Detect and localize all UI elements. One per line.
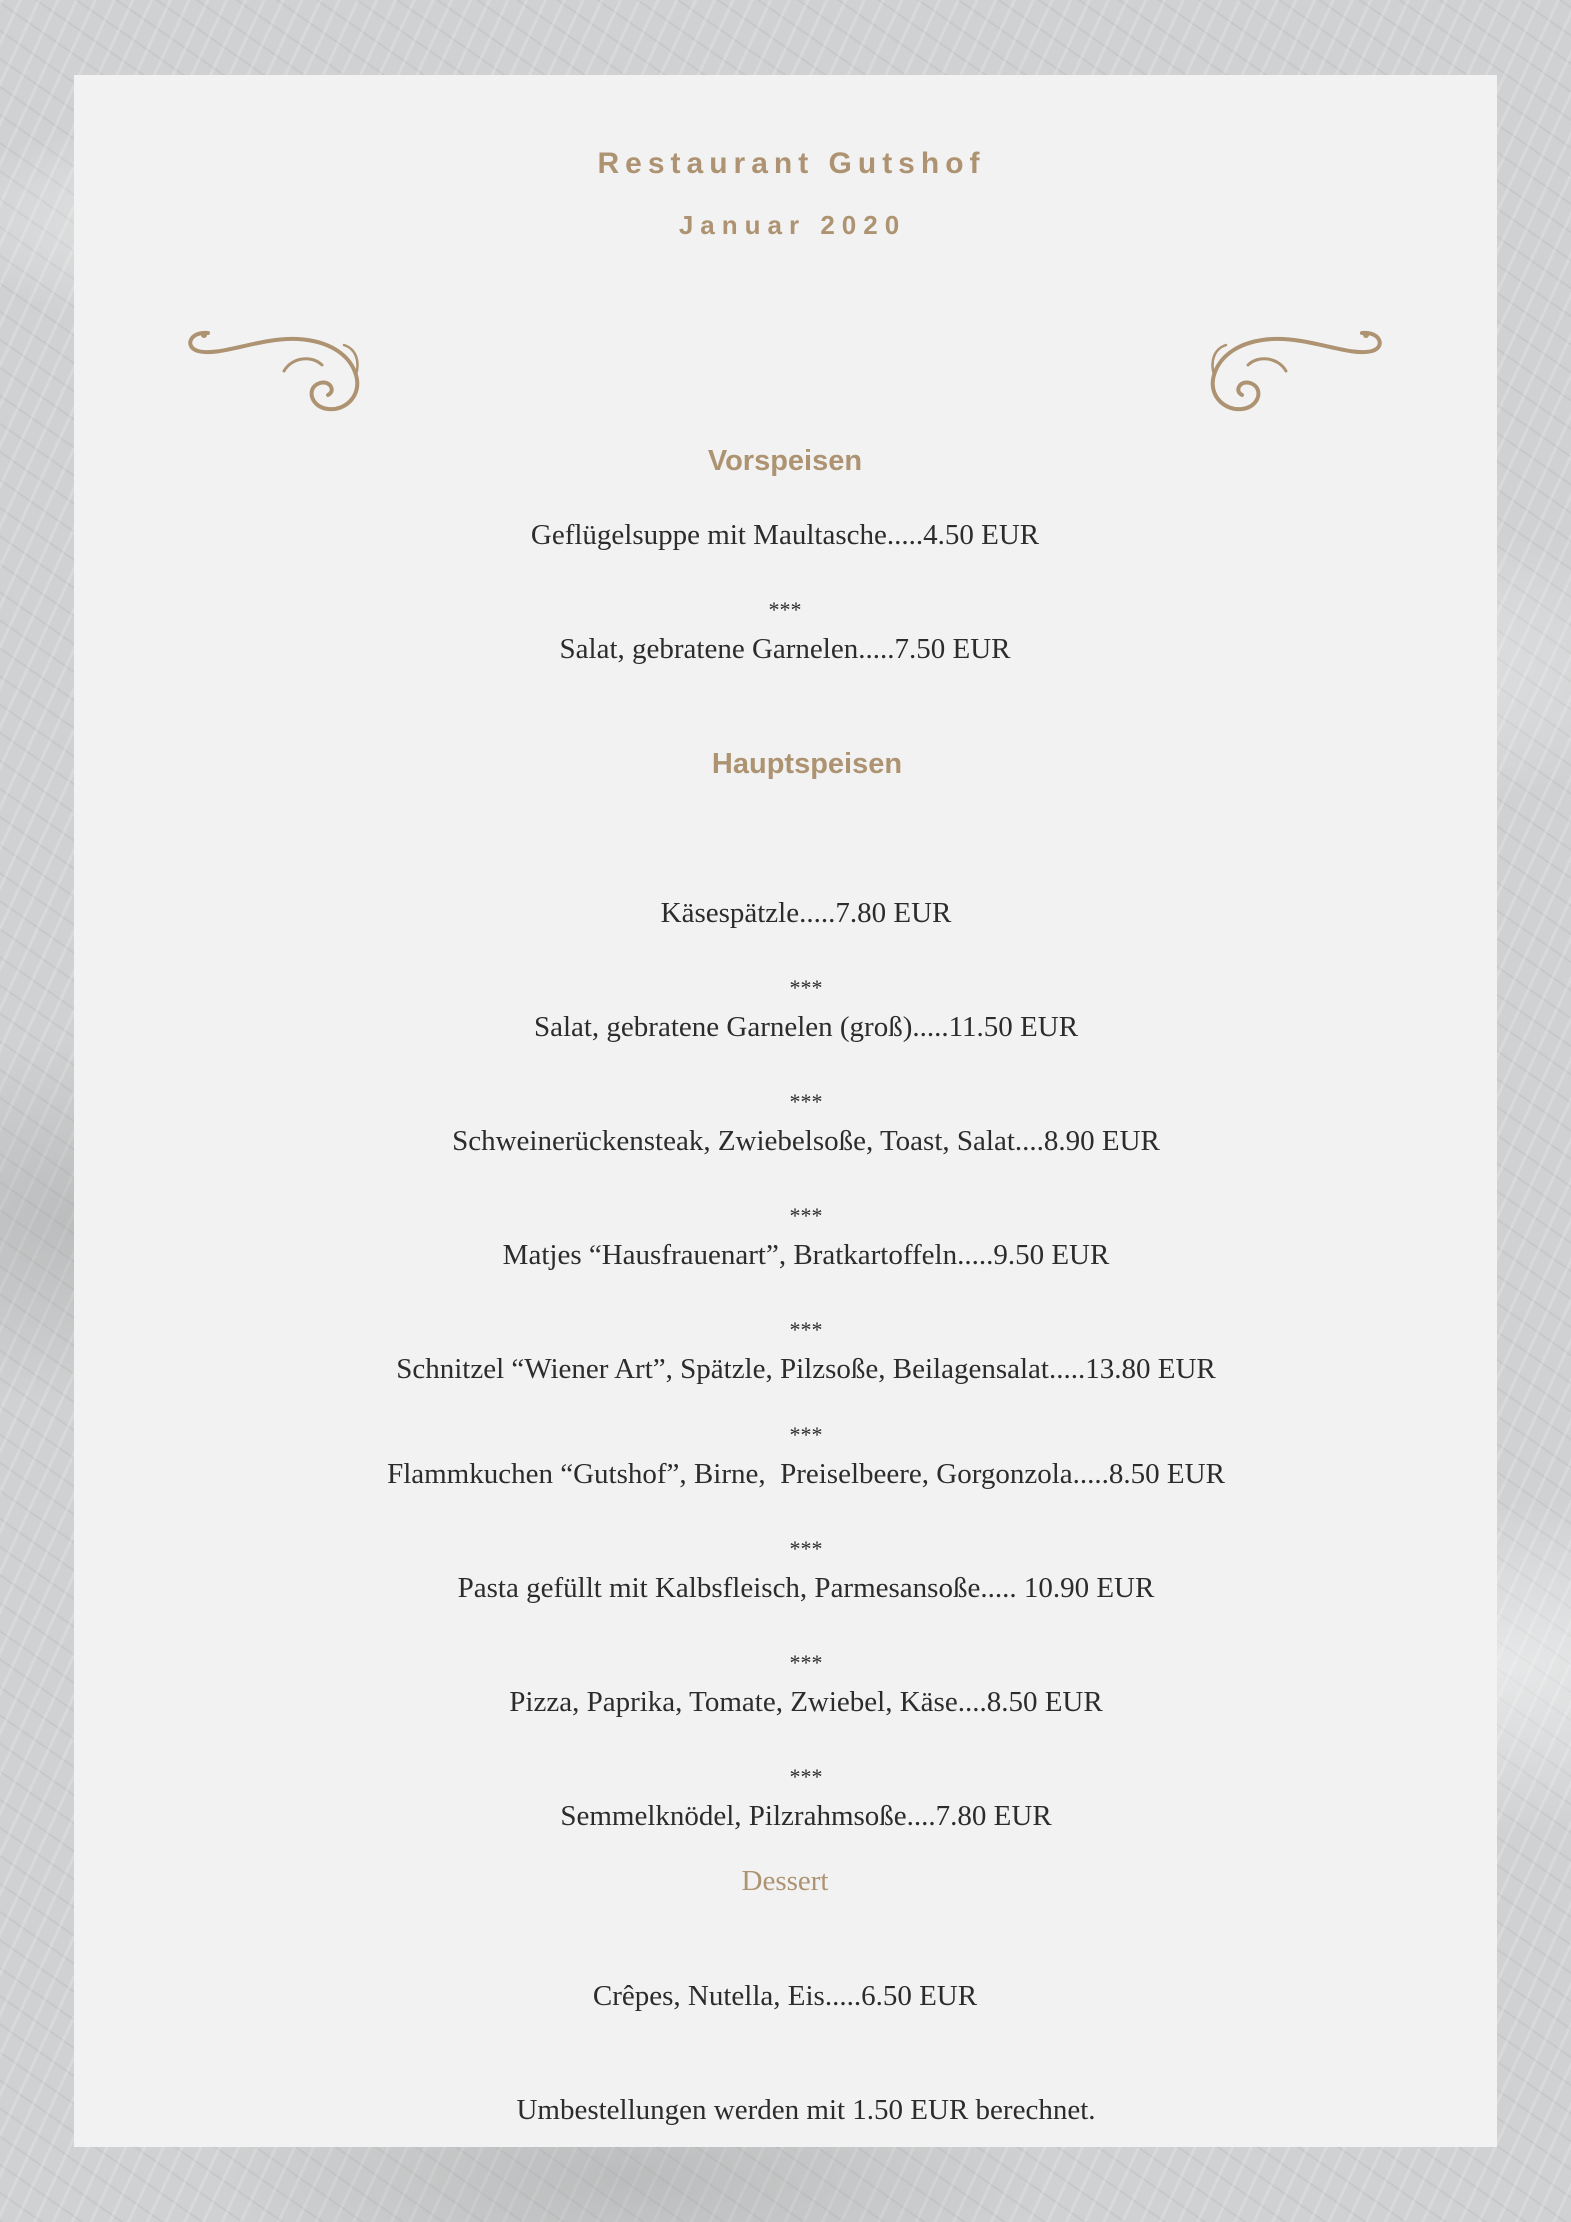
section-heading-starters: Vorspeisen [707,445,863,477]
item-separator: *** [789,1203,823,1228]
menu-page [74,75,1497,2147]
menu-item: Salat, gebratene Garnelen.....7.50 EUR [559,633,1011,665]
item-separator: *** [789,1650,823,1675]
footer-note: Umbestellungen werden mit 1.50 EUR berechnet. [516,2094,1096,2126]
menu-item: Geflügelsuppe mit Maultasche.....4.50 EUR [530,519,1040,551]
menu-date: Januar 2020 [678,210,907,240]
menu-item: Matjes “Hausfrauenart”, Bratkartoffeln.....9.50 EUR [502,1239,1110,1271]
section-heading-mains: Hauptspeisen [711,748,903,780]
item-separator: *** [768,597,802,622]
item-separator: *** [789,1536,823,1561]
menu-item: Flammkuchen “Gutshof”, Birne, Preiselbeere, Gorgonzola.....8.50 EUR [387,1458,1225,1490]
flourish-right-icon [1170,325,1390,435]
menu-item: Salat, gebratene Garnelen (groß).....11.50 EUR [533,1011,1079,1043]
restaurant-name: Restaurant Gutshof [597,147,986,180]
menu-item: Pizza, Paprika, Tomate, Zwiebel, Käse....8.50 EUR [509,1686,1103,1718]
flourish-left-icon [180,325,400,435]
item-separator: *** [789,1089,823,1114]
item-separator: *** [789,1764,823,1789]
item-separator: *** [789,1422,823,1447]
menu-item: Crêpes, Nutella, Eis.....6.50 EUR [592,1980,978,2012]
item-separator: *** [789,975,823,1000]
menu-item: Pasta gefüllt mit Kalbsfleisch, Parmesansoße..... 10.90 EUR [457,1572,1155,1604]
item-separator: *** [789,1317,823,1342]
menu-item: Schnitzel “Wiener Art”, Spätzle, Pilzsoße, Beilagensalat.....13.80 EUR [396,1353,1216,1385]
section-heading-dessert: Dessert [741,1865,829,1897]
menu-item: Semmelknödel, Pilzrahmsoße....7.80 EUR [560,1800,1052,1832]
menu-item: Schweinerückensteak, Zwiebelsoße, Toast, Salat....8.90 EUR [452,1125,1160,1157]
menu-item: Käsespätzle.....7.80 EUR [660,897,952,929]
